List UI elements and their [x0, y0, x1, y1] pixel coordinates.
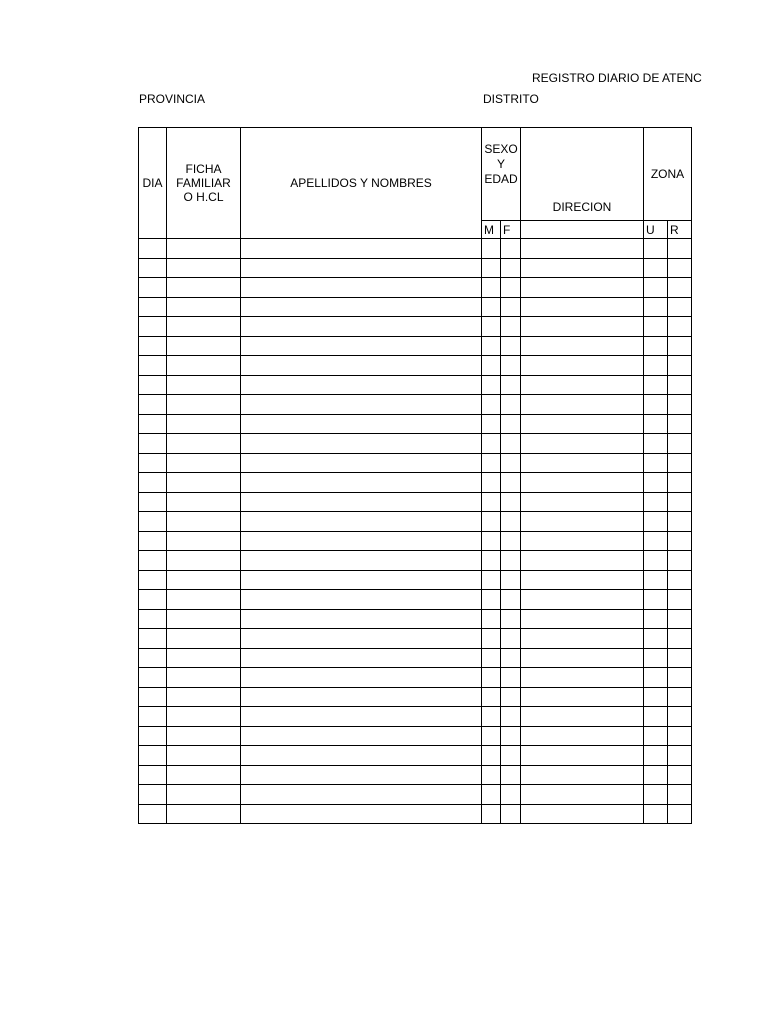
table-row	[139, 648, 692, 668]
header-sexo-line3: EDAD	[484, 172, 518, 186]
ficha-cell[interactable]	[167, 336, 241, 356]
table-row	[139, 453, 692, 473]
nombres-cell[interactable]	[241, 512, 482, 532]
header-dia-text: DIA	[142, 176, 163, 190]
register-table	[138, 127, 692, 824]
zona-u-cell[interactable]	[644, 453, 668, 473]
sexo-f-cell[interactable]	[501, 453, 521, 473]
ficha-cell[interactable]	[167, 746, 241, 766]
sexo-f-cell[interactable]	[501, 414, 521, 434]
dia-cell[interactable]	[139, 531, 167, 551]
direcion-cell[interactable]	[521, 258, 644, 278]
direcion-cell[interactable]	[521, 375, 644, 395]
sexo-f-cell[interactable]	[501, 668, 521, 688]
header-dia	[139, 128, 167, 239]
dia-cell[interactable]	[139, 648, 167, 668]
zona-u-cell[interactable]	[644, 395, 668, 415]
nombres-cell[interactable]	[241, 297, 482, 317]
dia-cell[interactable]	[139, 785, 167, 805]
table-row	[139, 336, 692, 356]
sexo-m-cell[interactable]	[482, 648, 501, 668]
table-row	[139, 785, 692, 805]
direcion-cell[interactable]	[521, 512, 644, 532]
sexo-m-cell[interactable]	[482, 258, 501, 278]
dia-cell[interactable]	[139, 707, 167, 727]
nombres-cell[interactable]	[241, 414, 482, 434]
ficha-cell[interactable]	[167, 668, 241, 688]
sexo-m-cell[interactable]	[482, 317, 501, 337]
ficha-cell[interactable]	[167, 804, 241, 824]
direcion-cell[interactable]	[521, 668, 644, 688]
direcion-cell[interactable]	[521, 317, 644, 337]
zona-u-cell[interactable]	[644, 375, 668, 395]
dia-cell[interactable]	[139, 414, 167, 434]
table-row	[139, 707, 692, 727]
sexo-m-cell[interactable]	[482, 453, 501, 473]
sexo-f-cell[interactable]	[501, 609, 521, 629]
ficha-cell[interactable]	[167, 375, 241, 395]
sexo-m-cell[interactable]	[482, 746, 501, 766]
zona-r-cell[interactable]	[668, 590, 692, 610]
table-row	[139, 512, 692, 532]
direcion-cell[interactable]	[521, 570, 644, 590]
zona-u-cell[interactable]	[644, 551, 668, 571]
nombres-cell[interactable]	[241, 765, 482, 785]
zona-u-cell[interactable]	[644, 239, 668, 259]
nombres-cell[interactable]	[241, 492, 482, 512]
direcion-cell[interactable]	[521, 531, 644, 551]
zona-r-cell[interactable]	[668, 336, 692, 356]
nombres-cell[interactable]	[241, 278, 482, 298]
dia-cell[interactable]	[139, 726, 167, 746]
zona-u-cell[interactable]	[644, 668, 668, 688]
zona-u-cell[interactable]	[644, 317, 668, 337]
dia-cell[interactable]	[139, 609, 167, 629]
sexo-f-cell[interactable]	[501, 375, 521, 395]
zona-u-cell[interactable]	[644, 648, 668, 668]
nombres-cell[interactable]	[241, 687, 482, 707]
zona-r-cell[interactable]	[668, 570, 692, 590]
table-row	[139, 804, 692, 824]
table-row	[139, 570, 692, 590]
direcion-cell[interactable]	[521, 648, 644, 668]
zona-u-cell[interactable]	[644, 492, 668, 512]
zona-r-cell[interactable]	[668, 746, 692, 766]
dia-cell[interactable]	[139, 278, 167, 298]
sexo-f-cell[interactable]	[501, 785, 521, 805]
zona-r-cell[interactable]	[668, 278, 692, 298]
dia-cell[interactable]	[139, 453, 167, 473]
direcion-cell[interactable]	[521, 804, 644, 824]
sexo-f-cell[interactable]	[501, 434, 521, 454]
zona-r-cell[interactable]	[668, 434, 692, 454]
sexo-f-cell[interactable]	[501, 804, 521, 824]
direcion-cell[interactable]	[521, 551, 644, 571]
header-ficha	[167, 128, 241, 239]
table-row	[139, 531, 692, 551]
direcion-cell[interactable]	[521, 609, 644, 629]
zona-r-cell[interactable]	[668, 648, 692, 668]
sexo-m-cell[interactable]	[482, 785, 501, 805]
direcion-cell[interactable]	[521, 414, 644, 434]
table-row	[139, 765, 692, 785]
sexo-m-cell[interactable]	[482, 531, 501, 551]
direcion-cell[interactable]	[521, 239, 644, 259]
nombres-cell[interactable]	[241, 434, 482, 454]
ficha-cell[interactable]	[167, 453, 241, 473]
nombres-cell[interactable]	[241, 668, 482, 688]
sexo-f-cell[interactable]	[501, 590, 521, 610]
zona-u-cell[interactable]	[644, 687, 668, 707]
header-sexo-line2: Y	[497, 157, 506, 171]
zona-r-cell[interactable]	[668, 726, 692, 746]
zona-u-cell[interactable]	[644, 258, 668, 278]
sexo-f-cell[interactable]	[501, 278, 521, 298]
table-row	[139, 726, 692, 746]
ficha-cell[interactable]	[167, 531, 241, 551]
ficha-cell[interactable]	[167, 687, 241, 707]
direcion-cell[interactable]	[521, 473, 644, 493]
subheader-u: U	[644, 221, 668, 239]
dia-cell[interactable]	[139, 746, 167, 766]
nombres-cell[interactable]	[241, 473, 482, 493]
direcion-cell[interactable]	[521, 687, 644, 707]
nombres-cell[interactable]	[241, 531, 482, 551]
zona-u-cell[interactable]	[644, 746, 668, 766]
ficha-cell[interactable]	[167, 765, 241, 785]
zona-u-cell[interactable]	[644, 570, 668, 590]
direcion-cell[interactable]	[521, 336, 644, 356]
zona-u-cell[interactable]	[644, 356, 668, 376]
table-row	[139, 414, 692, 434]
zona-r-cell[interactable]	[668, 765, 692, 785]
ficha-cell[interactable]	[167, 239, 241, 259]
dia-cell[interactable]	[139, 590, 167, 610]
sexo-m-cell[interactable]	[482, 804, 501, 824]
ficha-cell[interactable]	[167, 570, 241, 590]
nombres-cell[interactable]	[241, 570, 482, 590]
zona-u-cell[interactable]	[644, 512, 668, 532]
zona-r-cell[interactable]	[668, 258, 692, 278]
ficha-cell[interactable]	[167, 726, 241, 746]
table-row	[139, 492, 692, 512]
zona-u-cell[interactable]	[644, 531, 668, 551]
zona-r-cell[interactable]	[668, 356, 692, 376]
nombres-cell[interactable]	[241, 746, 482, 766]
zona-u-cell[interactable]	[644, 629, 668, 649]
header-direcion	[521, 128, 644, 221]
nombres-cell[interactable]	[241, 239, 482, 259]
table-row	[139, 609, 692, 629]
nombres-cell[interactable]	[241, 707, 482, 727]
header-sexo	[482, 128, 521, 221]
zona-u-cell[interactable]	[644, 434, 668, 454]
sexo-f-cell[interactable]	[501, 356, 521, 376]
ficha-cell[interactable]	[167, 492, 241, 512]
direcion-cell[interactable]	[521, 278, 644, 298]
nombres-cell[interactable]	[241, 590, 482, 610]
nombres-cell[interactable]	[241, 551, 482, 571]
sexo-f-cell[interactable]	[501, 258, 521, 278]
direcion-cell[interactable]	[521, 297, 644, 317]
zona-r-cell[interactable]	[668, 473, 692, 493]
sexo-f-cell[interactable]	[501, 239, 521, 259]
sexo-m-cell[interactable]	[482, 395, 501, 415]
sexo-f-cell[interactable]	[501, 297, 521, 317]
zona-u-cell[interactable]	[644, 590, 668, 610]
table-row	[139, 668, 692, 688]
sexo-f-cell[interactable]	[501, 726, 521, 746]
nombres-cell[interactable]	[241, 336, 482, 356]
ficha-cell[interactable]	[167, 414, 241, 434]
sexo-m-cell[interactable]	[482, 590, 501, 610]
sexo-m-cell[interactable]	[482, 356, 501, 376]
sexo-m-cell[interactable]	[482, 473, 501, 493]
zona-u-cell[interactable]	[644, 804, 668, 824]
dia-cell[interactable]	[139, 336, 167, 356]
ficha-cell[interactable]	[167, 356, 241, 376]
sexo-m-cell[interactable]	[482, 668, 501, 688]
sexo-f-cell[interactable]	[501, 765, 521, 785]
form-title: REGISTRO DIARIO DE ATENC	[532, 71, 702, 85]
sexo-f-cell[interactable]	[501, 648, 521, 668]
table-row	[139, 687, 692, 707]
direcion-cell[interactable]	[521, 453, 644, 473]
header-ficha-line1: FICHA	[185, 162, 222, 176]
sexo-m-cell[interactable]	[482, 375, 501, 395]
dia-cell[interactable]	[139, 434, 167, 454]
subheader-direcion-blank	[521, 221, 644, 239]
nombres-cell[interactable]	[241, 648, 482, 668]
ficha-cell[interactable]	[167, 317, 241, 337]
ficha-cell[interactable]	[167, 590, 241, 610]
direcion-cell[interactable]	[521, 707, 644, 727]
table-row	[139, 356, 692, 376]
dia-cell[interactable]	[139, 668, 167, 688]
zona-u-cell[interactable]	[644, 726, 668, 746]
table-row	[139, 434, 692, 454]
zona-r-cell[interactable]	[668, 512, 692, 532]
header-zona	[644, 128, 692, 221]
nombres-cell[interactable]	[241, 629, 482, 649]
header-nombres-text: APELLIDOS Y NOMBRES	[290, 176, 432, 190]
sexo-m-cell[interactable]	[482, 765, 501, 785]
zona-u-cell[interactable]	[644, 785, 668, 805]
header-zona-text: ZONA	[650, 167, 685, 181]
sexo-m-cell[interactable]	[482, 570, 501, 590]
ficha-cell[interactable]	[167, 512, 241, 532]
zona-r-cell[interactable]	[668, 531, 692, 551]
sexo-m-cell[interactable]	[482, 512, 501, 532]
subheader-r: R	[668, 221, 692, 239]
direcion-cell[interactable]	[521, 765, 644, 785]
zona-r-cell[interactable]	[668, 687, 692, 707]
sexo-f-cell[interactable]	[501, 317, 521, 337]
ficha-cell[interactable]	[167, 629, 241, 649]
sexo-f-cell[interactable]	[501, 492, 521, 512]
zona-r-cell[interactable]	[668, 239, 692, 259]
dia-cell[interactable]	[139, 687, 167, 707]
dia-cell[interactable]	[139, 258, 167, 278]
table-row	[139, 590, 692, 610]
sexo-m-cell[interactable]	[482, 629, 501, 649]
nombres-cell[interactable]	[241, 258, 482, 278]
table-row	[139, 551, 692, 571]
dia-cell[interactable]	[139, 765, 167, 785]
sexo-m-cell[interactable]	[482, 609, 501, 629]
sexo-m-cell[interactable]	[482, 551, 501, 571]
direcion-cell[interactable]	[521, 629, 644, 649]
ficha-cell[interactable]	[167, 551, 241, 571]
sexo-f-cell[interactable]	[501, 473, 521, 493]
header-sexo-line1: SEXO	[484, 142, 518, 156]
sexo-m-cell[interactable]	[482, 297, 501, 317]
sexo-f-cell[interactable]	[501, 687, 521, 707]
direcion-cell[interactable]	[521, 746, 644, 766]
sexo-f-cell[interactable]	[501, 551, 521, 571]
sexo-f-cell[interactable]	[501, 629, 521, 649]
ficha-cell[interactable]	[167, 297, 241, 317]
sexo-m-cell[interactable]	[482, 336, 501, 356]
ficha-cell[interactable]	[167, 609, 241, 629]
nombres-cell[interactable]	[241, 356, 482, 376]
zona-r-cell[interactable]	[668, 414, 692, 434]
zona-r-cell[interactable]	[668, 492, 692, 512]
table-row	[139, 629, 692, 649]
register-body	[139, 239, 692, 824]
nombres-cell[interactable]	[241, 726, 482, 746]
sexo-m-cell[interactable]	[482, 726, 501, 746]
dia-cell[interactable]	[139, 239, 167, 259]
ficha-cell[interactable]	[167, 258, 241, 278]
ficha-cell[interactable]	[167, 434, 241, 454]
sexo-m-cell[interactable]	[482, 687, 501, 707]
zona-u-cell[interactable]	[644, 278, 668, 298]
table-row	[139, 395, 692, 415]
dia-cell[interactable]	[139, 492, 167, 512]
sexo-m-cell[interactable]	[482, 278, 501, 298]
zona-r-cell[interactable]	[668, 785, 692, 805]
sexo-m-cell[interactable]	[482, 414, 501, 434]
direcion-cell[interactable]	[521, 590, 644, 610]
nombres-cell[interactable]	[241, 453, 482, 473]
sexo-f-cell[interactable]	[501, 531, 521, 551]
sexo-f-cell[interactable]	[501, 512, 521, 532]
nombres-cell[interactable]	[241, 395, 482, 415]
ficha-cell[interactable]	[167, 707, 241, 727]
zona-r-cell[interactable]	[668, 453, 692, 473]
table-row	[139, 258, 692, 278]
zona-r-cell[interactable]	[668, 609, 692, 629]
direcion-cell[interactable]	[521, 395, 644, 415]
table-row	[139, 278, 692, 298]
header-row	[139, 128, 692, 221]
zona-r-cell[interactable]	[668, 297, 692, 317]
dia-cell[interactable]	[139, 551, 167, 571]
direcion-cell[interactable]	[521, 726, 644, 746]
dia-cell[interactable]	[139, 297, 167, 317]
nombres-cell[interactable]	[241, 804, 482, 824]
dia-cell[interactable]	[139, 375, 167, 395]
zona-u-cell[interactable]	[644, 414, 668, 434]
table-row	[139, 746, 692, 766]
table-row	[139, 239, 692, 259]
zona-u-cell[interactable]	[644, 609, 668, 629]
ficha-cell[interactable]	[167, 785, 241, 805]
ficha-cell[interactable]	[167, 278, 241, 298]
header-ficha-line3: O H.CL	[183, 190, 224, 204]
direcion-cell[interactable]	[521, 492, 644, 512]
sexo-m-cell[interactable]	[482, 434, 501, 454]
table-row	[139, 317, 692, 337]
ficha-cell[interactable]	[167, 648, 241, 668]
table-row	[139, 375, 692, 395]
sexo-f-cell[interactable]	[501, 395, 521, 415]
nombres-cell[interactable]	[241, 609, 482, 629]
zona-r-cell[interactable]	[668, 395, 692, 415]
table-row	[139, 473, 692, 493]
zona-r-cell[interactable]	[668, 629, 692, 649]
dia-cell[interactable]	[139, 317, 167, 337]
subheader-f: F	[501, 221, 521, 239]
direcion-cell[interactable]	[521, 785, 644, 805]
zona-r-cell[interactable]	[668, 317, 692, 337]
header-nombres	[241, 128, 482, 239]
dia-cell[interactable]	[139, 804, 167, 824]
sexo-f-cell[interactable]	[501, 707, 521, 727]
zona-u-cell[interactable]	[644, 297, 668, 317]
nombres-cell[interactable]	[241, 317, 482, 337]
sexo-f-cell[interactable]	[501, 570, 521, 590]
sexo-m-cell[interactable]	[482, 492, 501, 512]
dia-cell[interactable]	[139, 356, 167, 376]
zona-u-cell[interactable]	[644, 473, 668, 493]
distrito-label: DISTRITO	[483, 92, 539, 106]
sexo-f-cell[interactable]	[501, 746, 521, 766]
dia-cell[interactable]	[139, 395, 167, 415]
zona-r-cell[interactable]	[668, 375, 692, 395]
header-direcion-text: DIRECION	[552, 200, 612, 214]
ficha-cell[interactable]	[167, 473, 241, 493]
dia-cell[interactable]	[139, 473, 167, 493]
dia-cell[interactable]	[139, 629, 167, 649]
header-ficha-line2: FAMILIAR	[176, 176, 231, 190]
sexo-f-cell[interactable]	[501, 336, 521, 356]
direcion-cell[interactable]	[521, 434, 644, 454]
table-row	[139, 297, 692, 317]
sexo-m-cell[interactable]	[482, 239, 501, 259]
provincia-label: PROVINCIA	[139, 92, 206, 106]
direcion-cell[interactable]	[521, 356, 644, 376]
dia-cell[interactable]	[139, 512, 167, 532]
zona-r-cell[interactable]	[668, 551, 692, 571]
zona-r-cell[interactable]	[668, 804, 692, 824]
ficha-cell[interactable]	[167, 395, 241, 415]
zona-u-cell[interactable]	[644, 707, 668, 727]
nombres-cell[interactable]	[241, 785, 482, 805]
nombres-cell[interactable]	[241, 375, 482, 395]
subheader-m: M	[482, 221, 501, 239]
zona-r-cell[interactable]	[668, 668, 692, 688]
zona-u-cell[interactable]	[644, 336, 668, 356]
dia-cell[interactable]	[139, 570, 167, 590]
sexo-m-cell[interactable]	[482, 707, 501, 727]
zona-u-cell[interactable]	[644, 765, 668, 785]
zona-r-cell[interactable]	[668, 707, 692, 727]
